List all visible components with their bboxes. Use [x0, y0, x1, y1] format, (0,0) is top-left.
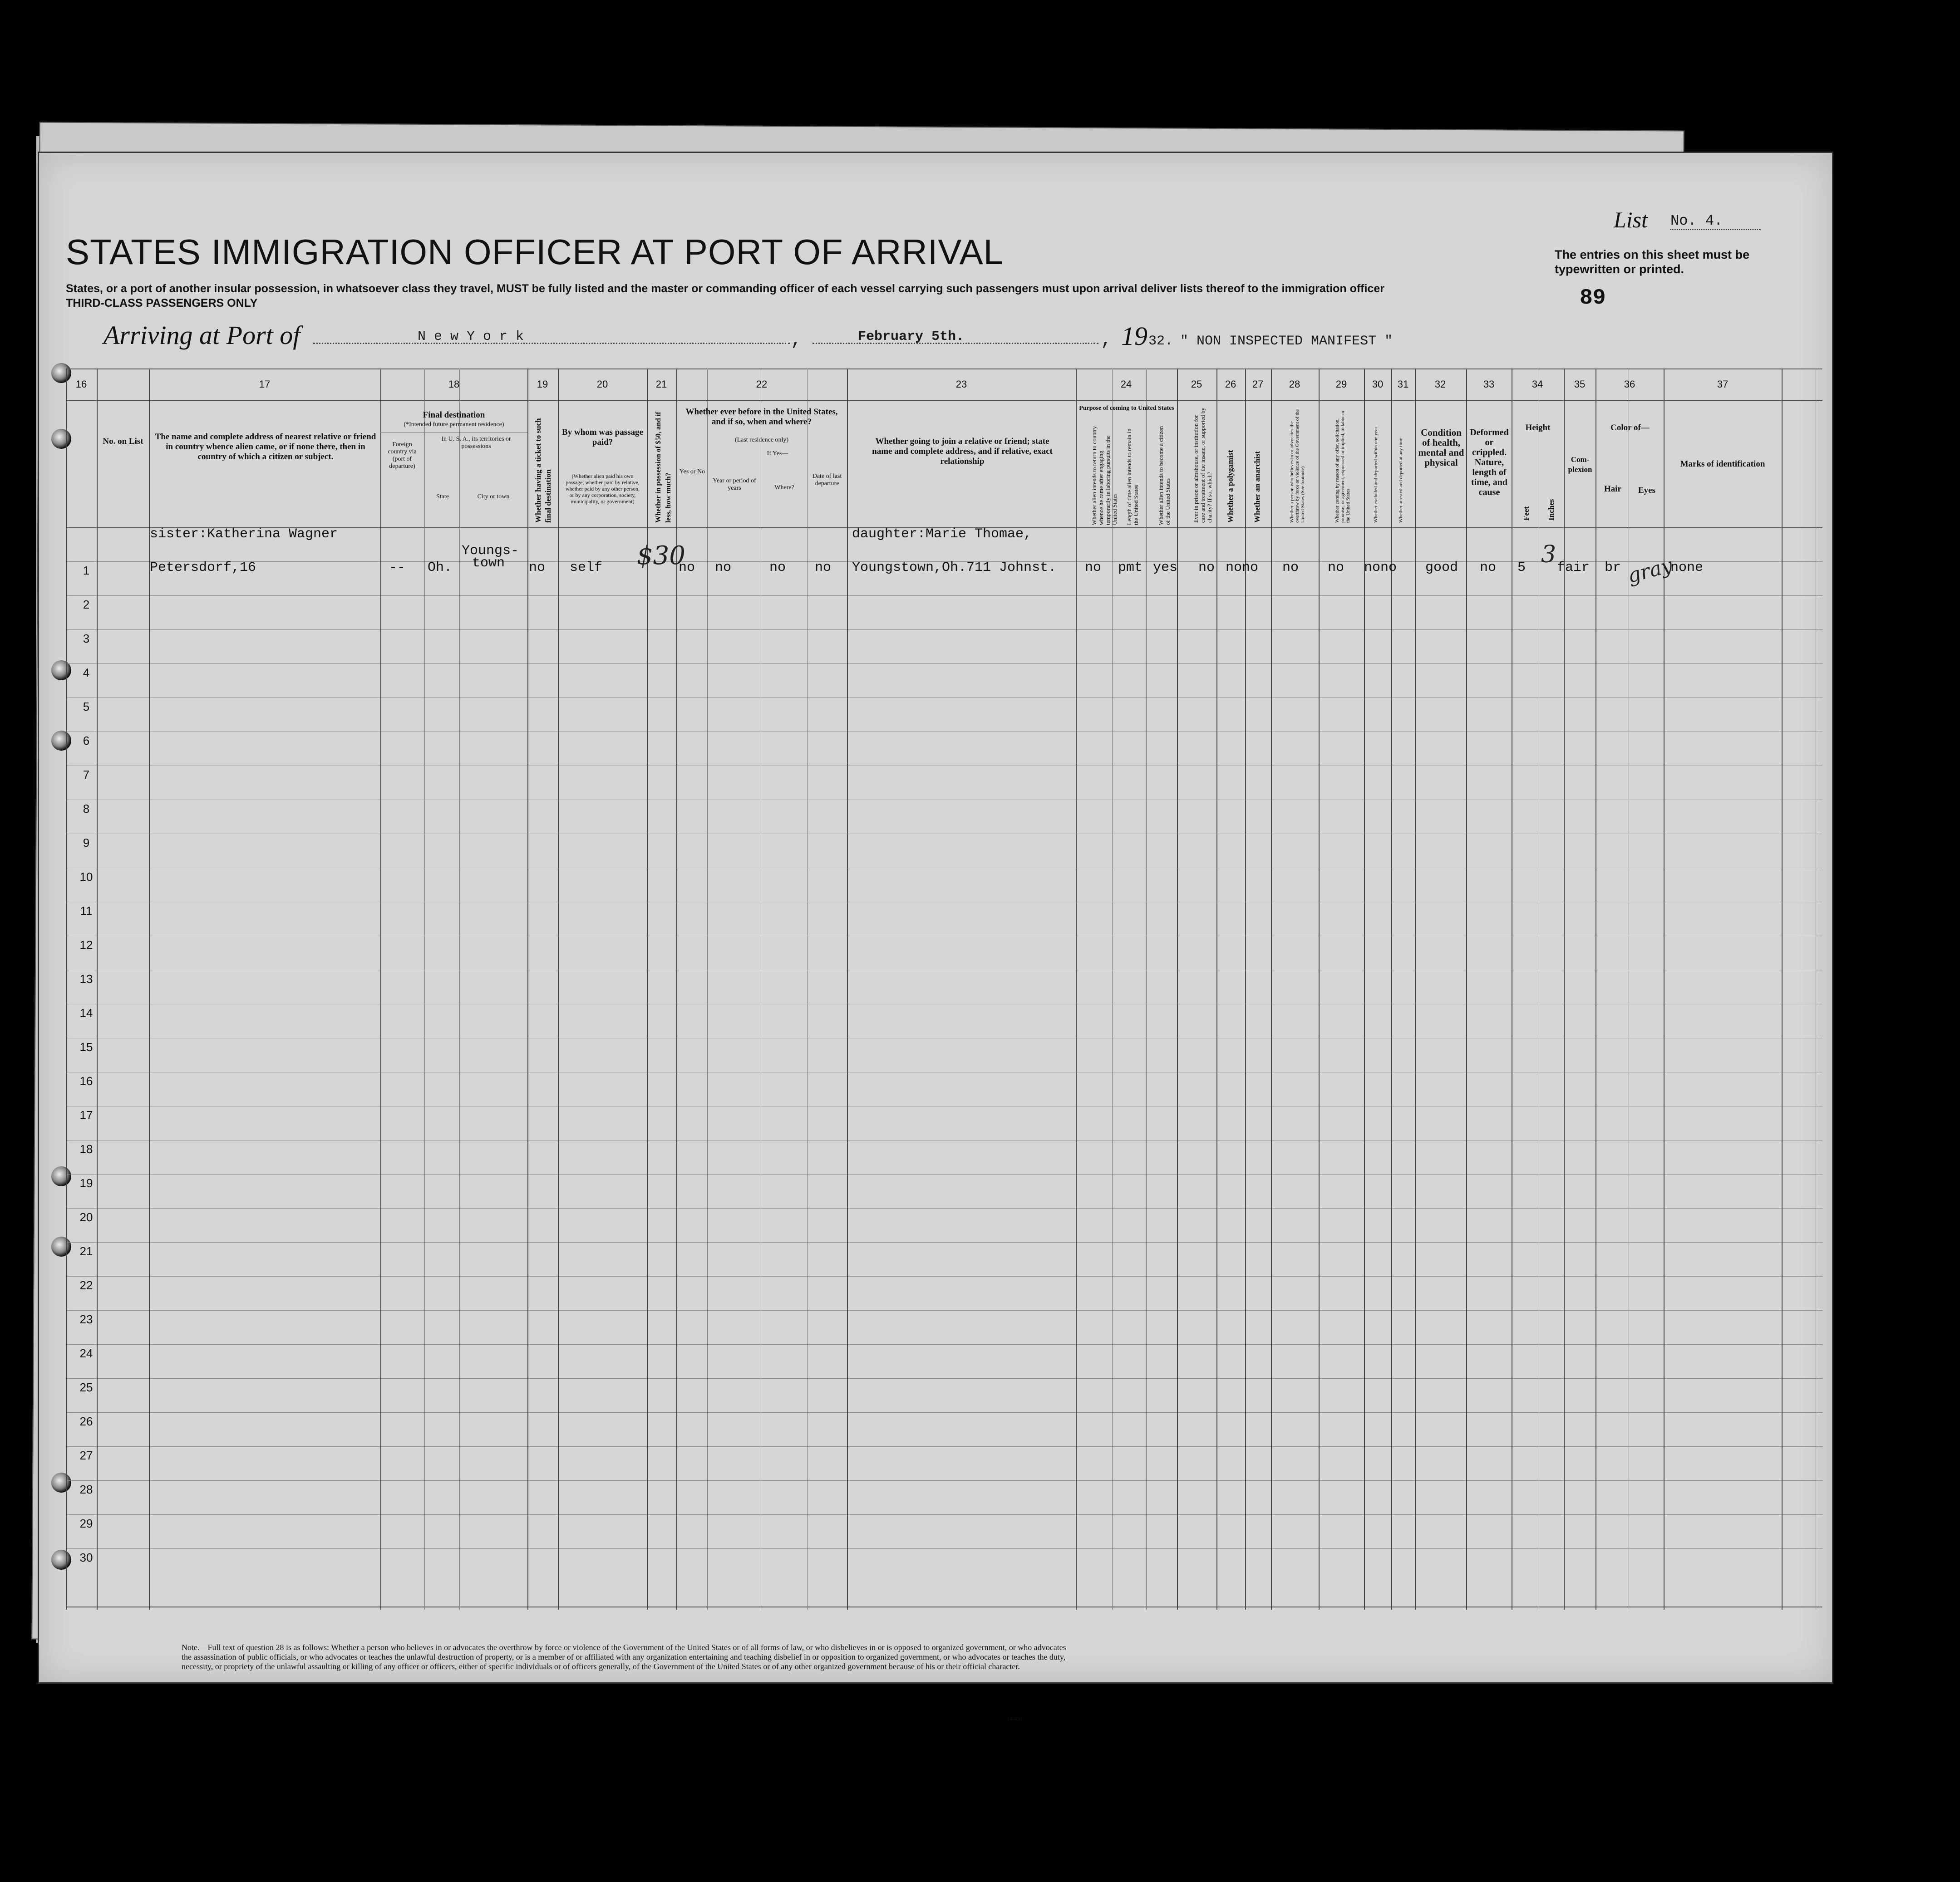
comma-2: , [1101, 330, 1112, 351]
header-complexion: Com-plexion [1568, 455, 1592, 474]
row-number: 25 [79, 1381, 93, 1394]
column-number: 24 [1120, 378, 1132, 390]
header-where: Where? [774, 484, 794, 491]
header-purpose: Purpose of coming to United States [1079, 405, 1174, 412]
comma: , [791, 330, 802, 351]
column-number: 18 [448, 378, 460, 390]
column-number: 33 [1483, 378, 1495, 390]
row-number: 17 [79, 1108, 93, 1122]
row-number: 1 [83, 564, 90, 577]
inches-value: 3 [1541, 541, 1556, 568]
header-yes-or-no: Yes or No [679, 468, 705, 475]
header-c29: Whether coming by reason of any offer, solicitation, promise, or agreement, expressed or implied, to labor in the United States [1335, 411, 1351, 523]
row-number: 27 [79, 1449, 93, 1462]
header-year-period: Year or period of years [713, 477, 756, 491]
row-number: 23 [79, 1312, 93, 1326]
header-inches: Inches [1547, 499, 1556, 521]
city-value-line1: Youngs- [462, 543, 519, 559]
row-number: 2 [83, 598, 90, 611]
column-number: 34 [1532, 378, 1543, 390]
row-number: 3 [83, 632, 90, 645]
row-number: 30 [79, 1551, 93, 1564]
header-marks: Marks of identification [1680, 459, 1765, 469]
header-c30: Whether excluded and deported within one year [1373, 427, 1379, 523]
column-number: 28 [1289, 378, 1300, 390]
row-number: 29 [79, 1517, 93, 1530]
footnote: Note.—Full text of question 28 is as follows: Whether a person who believes in or advocates the overthrow by force or violence of the Government of the United States or of all forms of law, or who disbelieves in or is opposed to organized government, or who advocates the assassination of public officials, or who advocates or teaches the unlawful destruction of property, or is a member of or affiliated with any organization entertaining and teaching disbelief in or opposition to organized government, or who advocates or teaches the duty, necessity, or propriety of the unlawful assaulting or killing of any officer or officers, either of specific individuals or of officers generally, of the Government of the United States or of any other organized government because of his or their official character. [182, 1643, 1066, 1671]
passage-paid-value: self [570, 560, 603, 575]
subtitle-text: States, or a port of another insular possession, in whatsoever class they travel, MUST be fully listed and the master or commanding officer of each vessel carrying such passengers must upon arrival deliver lists thereof to the immigration officer [66, 282, 1384, 295]
header-c31: Whether arrested and deported at any time [1398, 438, 1404, 523]
c29-value: no [1328, 560, 1344, 575]
header-ticket: Whether having a ticket to such final destination [534, 418, 552, 523]
c25-value: no [1198, 560, 1215, 575]
column-number: 19 [537, 378, 548, 390]
state-value: Oh. [428, 560, 453, 575]
row-number: 19 [79, 1176, 93, 1190]
header-join-relative: Whether going to join a relative or friend; state name and complete address, and if relative, exact relationship [872, 437, 1053, 466]
year-period-value: no [715, 560, 732, 575]
header-passage-paid: By whom was passage paid? [562, 428, 643, 447]
foreign-country-value: -- [389, 560, 406, 575]
header-c33: Deformed or crippled. Nature, length of time, and cause [1470, 428, 1509, 497]
column-number: 37 [1717, 378, 1729, 390]
header-c32: Condition of health, mental and physical [1418, 427, 1464, 468]
header-in-usa: In U. S. A., its territories or possessions [441, 436, 511, 450]
header-date-departure: Date of last departure [812, 473, 842, 487]
arriving-label: Arriving at Port of [103, 320, 300, 350]
row-number: 14 [79, 1006, 93, 1020]
row-number: 24 [79, 1346, 93, 1360]
row-number: 13 [79, 972, 93, 986]
page-number: 89 [1580, 286, 1606, 310]
purpose-a-value: no [1085, 560, 1102, 575]
row-number: 4 [83, 666, 90, 679]
arrival-port: N e w Y o r k [418, 329, 524, 344]
header-city: City or town [477, 493, 510, 500]
purpose-b-value: pmt [1118, 560, 1143, 575]
header-purpose-b: Length of time alien intends to remain in the United States [1126, 428, 1139, 525]
header-feet: Feet [1522, 506, 1531, 521]
date-departure-value: no [815, 560, 832, 575]
row-number: 5 [83, 700, 90, 713]
row-number: 21 [79, 1244, 93, 1258]
header-state: State [436, 493, 449, 500]
column-number: 29 [1335, 378, 1347, 390]
header-c26: Whether a polygamist [1226, 450, 1235, 523]
header-possession: Whether in possession of $50, and if less, how much? [655, 412, 672, 523]
relative-name: sister:Katherina Wagner [150, 526, 338, 542]
header-final-destination-note: (*Intended future permanent residence) [404, 421, 504, 428]
c30-31-value: nono [1364, 560, 1397, 575]
header-final-destination: Final destination [423, 410, 485, 420]
header-hair: Hair [1604, 484, 1621, 494]
c26-27-value: nono [1226, 560, 1259, 575]
complexion-value: fair [1557, 560, 1590, 575]
row-number: 9 [83, 836, 90, 850]
header-ever-before-note: (Last residence only) [734, 437, 789, 443]
row-number: 11 [80, 904, 93, 918]
year-suffix: 32. [1148, 334, 1173, 349]
eyes-value: gray [1625, 553, 1675, 588]
header-c25: Ever in prison or almshouse, or institution for care and treatment of the insane, or supported by charity? If so, which? [1192, 408, 1213, 523]
feet-value: 5 [1517, 560, 1526, 575]
join-relative-address: Youngstown,Oh.711 Johnst. [852, 560, 1057, 575]
manifest-table [66, 369, 1822, 1610]
column-number: 25 [1191, 378, 1202, 390]
header-nearest-relative: The name and complete address of nearest relative or friend in country whence alien came, or if none there, then in country of which a citizen or subject. [155, 432, 376, 462]
column-number: 16 [75, 378, 87, 390]
entries-note: The entries on this sheet must be typewritten or printed. [1555, 248, 1750, 276]
column-number: 20 [596, 378, 608, 390]
where-value: no [769, 560, 786, 575]
row-number: 8 [83, 802, 90, 816]
header-purpose-a: Whether alien intends to return to country whence he came after engaging temporarily in laboring pursuits in the United States [1091, 426, 1118, 525]
header-c27: Whether an anarchist [1253, 451, 1261, 523]
column-number: 36 [1624, 378, 1635, 390]
hair-value: br [1605, 560, 1621, 575]
column-number: 17 [259, 378, 271, 390]
column-number: 31 [1397, 378, 1409, 390]
form-subtitle [66, 281, 1496, 310]
deformed-value: no [1480, 560, 1497, 575]
port-line [313, 343, 790, 344]
row-number: 20 [79, 1210, 93, 1224]
possession-value: $30 [637, 541, 685, 570]
form-number: 14-430 [1007, 1715, 1022, 1722]
column-number: 30 [1372, 378, 1384, 390]
arrival-date: February 5th. [858, 329, 965, 344]
header-eyes: Eyes [1638, 486, 1655, 495]
form-title: STATES IMMIGRATION OFFICER AT PORT OF ARRIVAL [66, 232, 1004, 272]
column-number: 22 [756, 378, 768, 390]
year-prefix: 19 [1121, 321, 1147, 351]
row-number: 6 [83, 734, 90, 747]
header-foreign-country: Foreign country via (port of departure) [388, 441, 417, 470]
relative-address: Petersdorf,16 [150, 560, 256, 575]
marks-value: none [1670, 560, 1704, 575]
header-color-of: Color of— [1610, 423, 1650, 432]
row-number: 12 [79, 938, 93, 952]
row-number: 28 [79, 1483, 93, 1496]
column-number: 21 [655, 378, 667, 390]
header-height: Height [1525, 423, 1551, 432]
row-number: 10 [79, 870, 93, 884]
header-passage-paid-note: (Whether alien paid his own passage, whether paid by relative, whether paid by any other person, or by any corporation, society, municipality, or government) [565, 473, 640, 505]
list-label: List [1614, 207, 1648, 232]
manifest-note: " NON INSPECTED MANIFEST " [1180, 334, 1393, 349]
row-number: 15 [79, 1040, 93, 1054]
row-number: 18 [79, 1142, 93, 1156]
list-number: No. 4. [1670, 212, 1761, 230]
ticket-value: no [529, 560, 546, 575]
column-number: 27 [1252, 378, 1264, 390]
subtitle-class: THIRD-CLASS PASSENGERS ONLY [66, 297, 258, 310]
column-number: 32 [1434, 378, 1446, 390]
header-c28: Whether a person who believes in or advocates the overthrow by force or violence of the Government of the United States (See footnote) [1289, 409, 1305, 523]
header-ever-before: Whether ever before in the United States, and if so, when and where? [685, 407, 838, 427]
header-purpose-c: Whether alien intends to become a citizen of the United States [1157, 426, 1171, 525]
c28-value: no [1282, 560, 1299, 575]
health-value: good [1425, 560, 1458, 575]
row-number: 26 [79, 1415, 93, 1428]
column-number: 23 [955, 378, 967, 390]
column-number: 35 [1574, 378, 1586, 390]
header-if-yes: If Yes— [767, 450, 788, 457]
row-number: 7 [83, 768, 90, 781]
header-no-on-list: No. on List [103, 437, 143, 446]
row-number: 16 [79, 1074, 93, 1088]
column-number: 26 [1225, 378, 1236, 390]
purpose-c-value: yes [1153, 560, 1178, 575]
city-value-line2: town [472, 555, 505, 571]
join-relative-name: daughter:Marie Thomae, [852, 526, 1032, 542]
row-number: 22 [79, 1278, 93, 1292]
ever-before-value: no [679, 560, 695, 575]
